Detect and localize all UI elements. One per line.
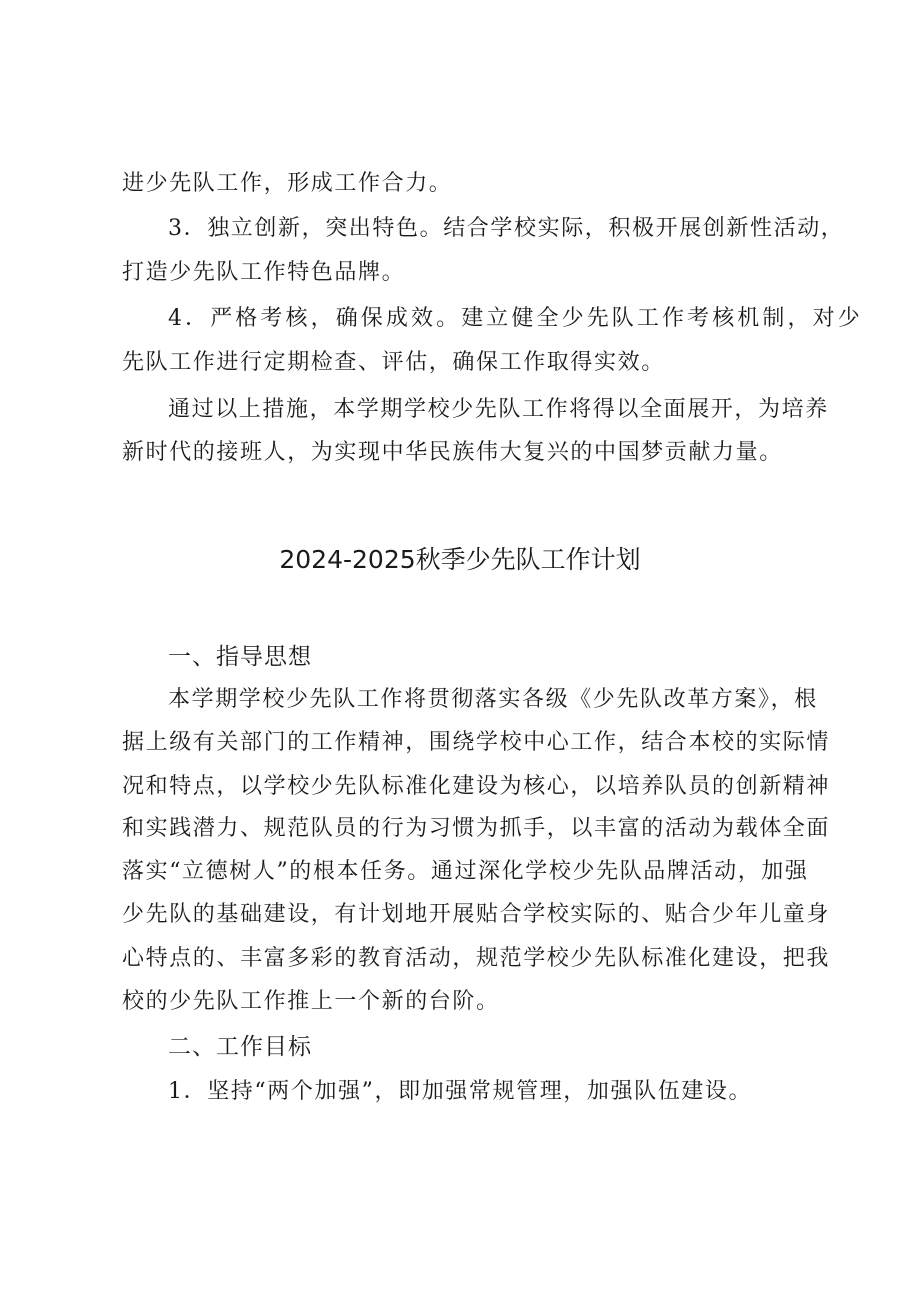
paragraph-line: 打造少先队工作特色品牌。 [122, 260, 406, 285]
paragraph-line: 通过以上措施，本学期学校少先队工作将得以全面展开，为培养 [168, 397, 829, 422]
section-heading: 二、工作目标 [168, 1034, 312, 1060]
paragraph-line: 新时代的接班人，为实现中华民族伟大复兴的中国梦贡献力量。 [122, 440, 783, 465]
paragraph-line: 先队工作进行定期检查、评估，确保工作取得实效。 [122, 350, 665, 375]
document-title: 2024-2025秋季少先队工作计划 [279, 545, 641, 574]
paragraph-line: 4．严格考核，确保成效。建立健全少先队工作考核机制，对少 [168, 306, 863, 331]
paragraph-line: 心特点的、丰富多彩的教育活动，规范学校少先队标准化建设，把我 [122, 946, 831, 971]
paragraph-line: 进少先队工作，形成工作合力。 [122, 171, 453, 196]
paragraph-line: 落实“立德树人”的根本任务。通过深化学校少先队品牌活动，加强 [122, 859, 809, 884]
paragraph-line: 况和特点，以学校少先队标准化建设为核心，以培养队员的创新精神 [122, 774, 831, 799]
paragraph-line: 校的少先队工作推上一个新的台阶。 [122, 989, 500, 1014]
paragraph-line: 少先队的基础建设，有计划地开展贴合学校实际的、贴合少年儿童身 [122, 902, 831, 927]
section-heading: 一、指导思想 [168, 644, 312, 670]
paragraph-line: 本学期学校少先队工作将贯彻落实各级《少先队改革方案》，根 [168, 687, 818, 712]
paragraph-line: 和实践潜力、规范队员的行为习惯为抓手，以丰富的活动为载体全面 [122, 816, 831, 841]
paragraph-line: 据上级有关部门的工作精神，围绕学校中心工作，结合本校的实际情 [122, 730, 831, 755]
paragraph-line: 1．坚持“两个加强”，即加强常规管理，加强队伍建设。 [168, 1079, 753, 1104]
paragraph-line: 3．独立创新，突出特色。结合学校实际，积极开展创新性活动， [168, 216, 845, 241]
